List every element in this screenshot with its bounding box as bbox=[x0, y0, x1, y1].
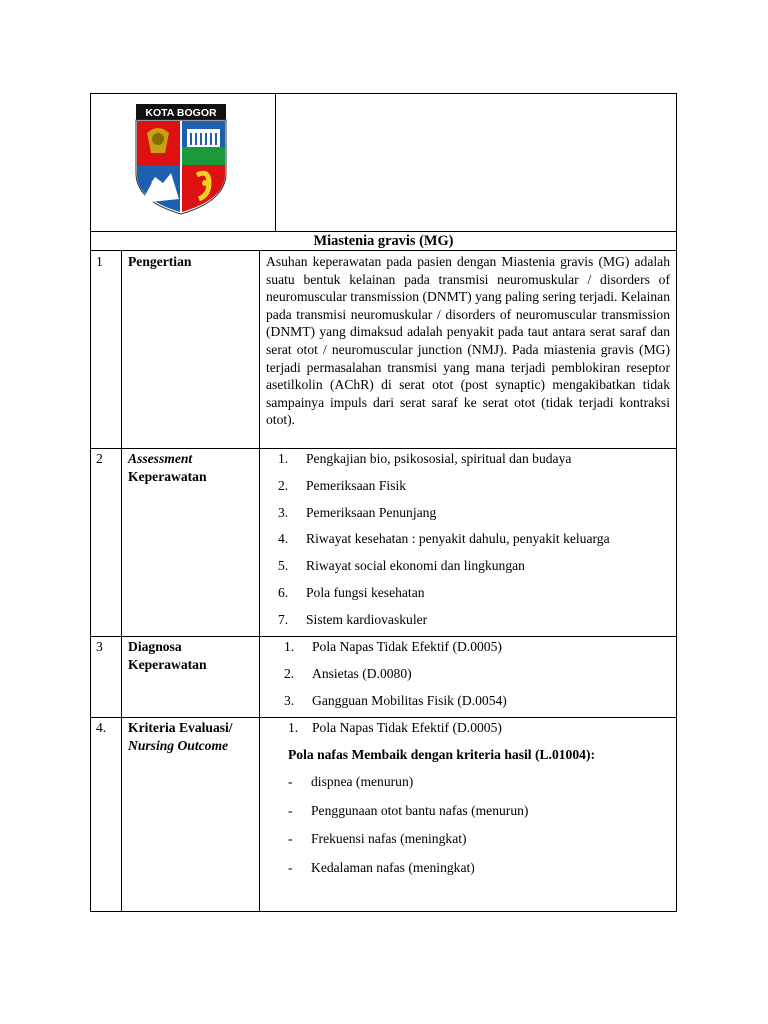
kota-bogor-emblem bbox=[135, 103, 227, 215]
list-text: Frekuensi nafas (meningkat) bbox=[311, 831, 467, 847]
list-text: Sistem kardiovaskuler bbox=[306, 611, 428, 627]
list-number: 3. bbox=[284, 692, 295, 708]
assessment-list bbox=[278, 450, 668, 638]
outcome-criteria-list bbox=[288, 773, 668, 887]
list-item bbox=[278, 584, 668, 611]
list-number: 3. bbox=[278, 504, 289, 520]
list-text: Pola Napas Tidak Efektif (D.0005) bbox=[312, 720, 502, 735]
list-bullet: - bbox=[288, 859, 293, 875]
col-divider-2 bbox=[259, 250, 260, 912]
row-label: Pengertian bbox=[128, 254, 192, 269]
list-text: Pola fungsi kesehatan bbox=[306, 584, 425, 600]
list-text: Riwayat social ekonomi dan lingkungan bbox=[306, 558, 525, 574]
list-item bbox=[284, 692, 668, 719]
row-label-line1: Kriteria Evaluasi/ bbox=[128, 720, 233, 735]
list-bullet: - bbox=[288, 774, 293, 789]
list-text: dispnea (menurun) bbox=[311, 774, 414, 789]
row-label bbox=[128, 719, 258, 754]
definition-text: Asuhan keperawatan pada pasien dengan Miastenia gravis (MG) adalah suatu bentuk kelainan pada transmisi neuromuskular / disorders of neuromuscular transmission (DNMT) yang paling sering terjadi. Kelainan pada transmisi neuromuskular / disorders of neuromuscular transmission (DNMT) yang dimaksud adalah penyakit pada taut antara serat saraf dan serat otot / neuromuscular junction (NMJ). Pada miastenia gravis (MG) terjadi permasalahan transmisi yang mana terjadi pemblokiran reseptor asetilkolin (AChR) di serat otot (post synaptic) mengakibatkan tidak sampainya impuls dari serat saraf ke serat otot (tidak terjadi kontraksi otot). bbox=[266, 254, 670, 428]
row-number: 1 bbox=[96, 254, 103, 269]
list-text: Pemeriksaan Fisik bbox=[306, 477, 407, 493]
list-item bbox=[278, 530, 668, 557]
list-number: 1. bbox=[284, 639, 295, 654]
list-item bbox=[288, 719, 668, 746]
row-label-rest: Keperawatan bbox=[128, 468, 207, 484]
row-number: 4. bbox=[96, 720, 107, 735]
list-number: 1. bbox=[288, 720, 299, 735]
svg-text:KOTA BOGOR: KOTA BOGOR bbox=[145, 107, 217, 119]
list-item bbox=[284, 638, 668, 665]
col-divider-1 bbox=[121, 250, 122, 912]
outcome-subheading: Pola nafas Membaik dengan kriteria hasil (L.01004): bbox=[288, 747, 595, 762]
list-text: Pengkajian bio, psikososial, spiritual dan budaya bbox=[306, 451, 572, 466]
list-item bbox=[278, 611, 668, 638]
list-item bbox=[284, 665, 668, 692]
list-number: 6. bbox=[278, 584, 289, 600]
list-item bbox=[288, 859, 668, 888]
row-number: 3 bbox=[96, 639, 103, 654]
list-text: Penggunaan otot bantu nafas (menurun) bbox=[311, 802, 529, 818]
list-item bbox=[278, 557, 668, 584]
list-number: 4. bbox=[278, 531, 289, 547]
list-item bbox=[288, 830, 668, 859]
list-number: 5. bbox=[278, 558, 289, 574]
row-label bbox=[128, 638, 258, 673]
list-text: Ansietas (D.0080) bbox=[312, 665, 412, 681]
row-label-line1: Diagnosa bbox=[128, 639, 182, 654]
list-text: Gangguan Mobilitas Fisik (D.0054) bbox=[312, 692, 507, 708]
list-number: 2. bbox=[278, 477, 289, 493]
outcome-block bbox=[288, 719, 668, 746]
list-number: 1. bbox=[278, 451, 289, 466]
header-divider bbox=[275, 93, 276, 232]
list-number: 2. bbox=[284, 665, 295, 681]
list-item bbox=[278, 477, 668, 504]
row-divider-1 bbox=[90, 448, 677, 449]
list-text: Riwayat kesehatan : penyakit dahulu, penyakit keluarga bbox=[306, 531, 610, 547]
list-text: Kedalaman nafas (meningkat) bbox=[311, 859, 475, 875]
document-title: Miastenia gravis (MG) bbox=[313, 233, 454, 249]
list-item bbox=[278, 504, 668, 531]
list-bullet: - bbox=[288, 831, 293, 847]
list-item bbox=[288, 802, 668, 831]
list-number: 7. bbox=[278, 611, 289, 627]
list-item bbox=[278, 450, 668, 477]
row-label bbox=[128, 450, 258, 485]
row-number: 2 bbox=[96, 451, 103, 466]
diagnosis-list bbox=[284, 638, 668, 718]
row-label-italic: Assessment bbox=[128, 451, 193, 466]
list-text: Pemeriksaan Penunjang bbox=[306, 504, 437, 520]
list-item bbox=[288, 773, 668, 802]
row-label-line2: Keperawatan bbox=[128, 656, 207, 672]
row-label-italic: Nursing Outcome bbox=[128, 737, 229, 753]
list-text: Pola Napas Tidak Efektif (D.0005) bbox=[312, 639, 502, 654]
list-bullet: - bbox=[288, 802, 293, 818]
